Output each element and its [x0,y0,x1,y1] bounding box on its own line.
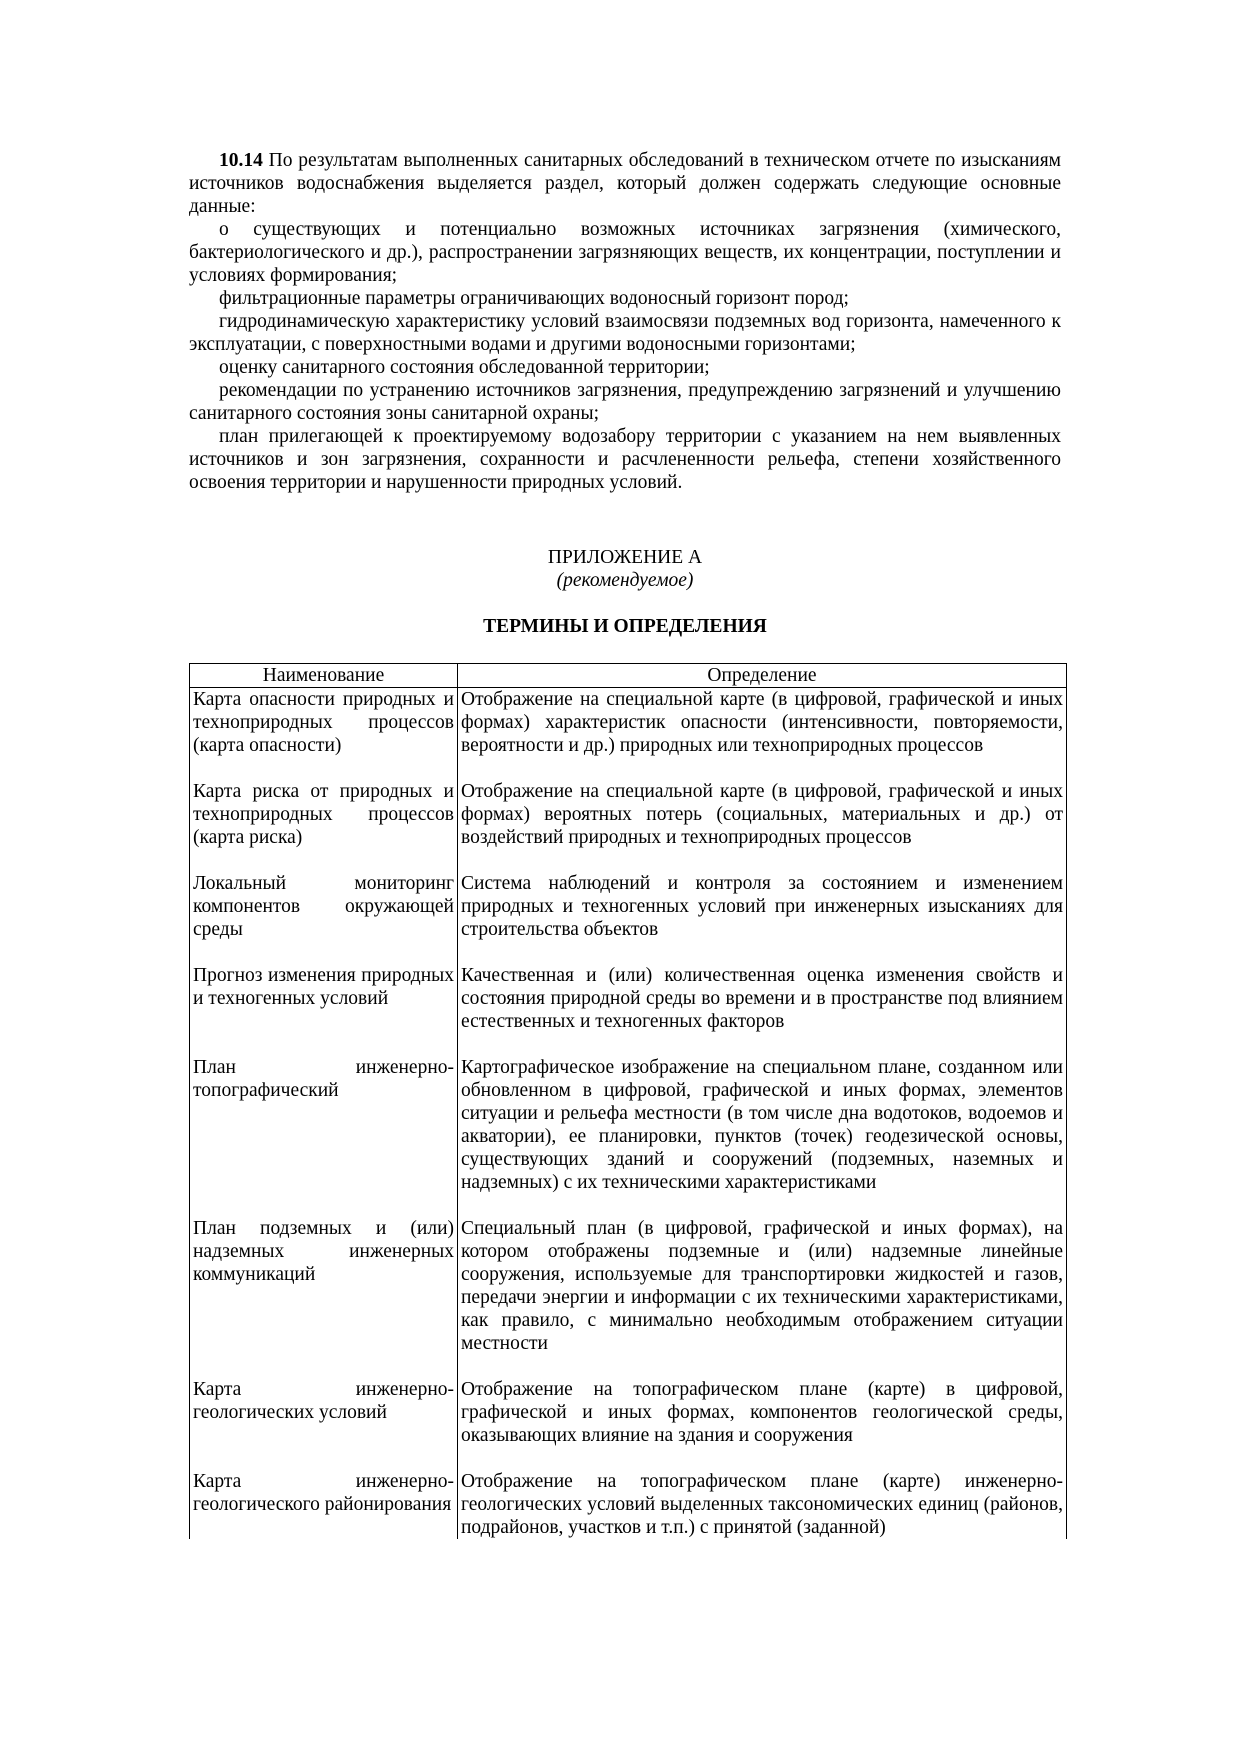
definition-cell: Отображение на топографическом плане (карте) в цифровой, графической и иных формах, компонентов геологической среды, оказывающих влияние на здания и сооружения [458,1378,1067,1470]
definition-cell: Отображение на топографическом плане (карте) инженерно-геологических условий выделенных таксономических единиц (районов, подрайонов, участков и т.п.) с принятой (заданной) [458,1470,1067,1539]
terms-table-header-row [190,664,1067,688]
term-cell: Карта риска от природных и техноприродных процессов (карта риска) [190,780,458,872]
appendix-note: (рекомендуемое) [556,570,694,591]
definition-cell: Отображение на специальной карте (в цифровой, графической и иных формах) характеристик опасности (интенсивности, повторяемости, вероятности и др.) природных или техноприродных процессов [458,688,1067,781]
appendix-label: ПРИЛОЖЕНИЕ А [547,547,703,568]
column-header-definition: Определение [458,664,1067,688]
column-header-name: Наименование [190,664,458,688]
section-intro-paragraph [189,149,1061,218]
table-row [190,688,1067,781]
table-row [190,1217,1067,1378]
term-cell: Карта инженерно-геологического районирования [190,1470,458,1539]
term-cell: План подземных и (или) надземных инженерных коммуникаций [190,1217,458,1378]
section-item-5: рекомендации по устранению источников загрязнения, предупреждению загрязнений и улучшению санитарного состояния зоны санитарной охраны; [189,380,1061,424]
definition-cell: Качественная и (или) количественная оценка изменения свойств и состояния природной среды во времени и в пространстве под влиянием естественных и техногенных факторов [458,964,1067,1056]
section-item-4: оценку санитарного состояния обследованной территории; [219,357,710,378]
table-row [190,1378,1067,1470]
definition-cell: Отображение на специальной карте (в цифровой, графической и иных формах) вероятных потерь (социальных, материальных и др.) от воздействий природных и техноприродных процессов [458,780,1067,872]
section-intro-text: По результатам выполненных санитарных обследований в техническом отчете по изысканиям источников водоснабжения выделяется раздел, который должен содержать следующие основные данные: [189,150,1061,217]
table-row [190,872,1067,964]
definition-cell: Специальный план (в цифровой, графической и иных формах), на котором отображены подземные и (или) надземные линейные сооружения, используемые для транспортировки жидкостей и газов, передачи энергии и информации с их техническими характеристиками, как правило, с минимально необходимым отображением ситуации местности [458,1217,1067,1378]
term-cell: Карта опасности природных и техноприродных процессов (карта опасности) [190,688,458,781]
section-item-2: фильтрационные параметры ограничивающих водоносный горизонт пород; [219,288,849,309]
term-cell: Локальный мониторинг компонентов окружающей среды [190,872,458,964]
table-row [190,964,1067,1056]
terms-table [189,663,1067,1539]
appendix-heading [189,546,1061,592]
term-cell: План инженерно-топографический [190,1056,458,1217]
definition-cell: Система наблюдений и контроля за состоянием и изменением природных и техногенных условий при инженерных изысканиях для строительства объектов [458,872,1067,964]
section-item-3: гидродинамическую характеристику условий взаимосвязи подземных вод горизонта, намеченного к эксплуатации, с поверхностными водами и другими водоносными горизонтами; [189,311,1061,355]
section-item-1: о существующих и потенциально возможных источниках загрязнения (химического, бактериологического и др.), распространении загрязняющих веществ, их концентрации, поступлении и условиях формирования; [189,219,1061,286]
table-row [190,1470,1067,1539]
definition-cell: Картографическое изображение на специальном плане, созданном или обновленном в цифровой, графической и иных формах, элементов ситуации и рельефа местности (в том числе дна водотоков, водоемов и акватории), ее планировки, пунктов (точек) геодезической основы, существующих зданий и сооружений (подземных, наземных и надземных) с их техническими характеристиками [458,1056,1067,1217]
document-page [189,149,1061,638]
section-item-6: план прилегающей к проектируемому водозабору территории с указанием на нем выявленных источников и зон загрязнения, сохранности и расчлененности рельефа, степени хозяйственного освоения территории и нарушенности природных условий. [189,426,1061,493]
term-cell: Прогноз изменения природных и техногенных условий [190,964,458,1056]
table-row [190,780,1067,872]
table-row [190,1056,1067,1217]
term-cell: Карта инженерно-геологических условий [190,1378,458,1470]
section-number: 10.14 [219,150,263,171]
terms-title: ТЕРМИНЫ И ОПРЕДЕЛЕНИЯ [483,616,767,637]
